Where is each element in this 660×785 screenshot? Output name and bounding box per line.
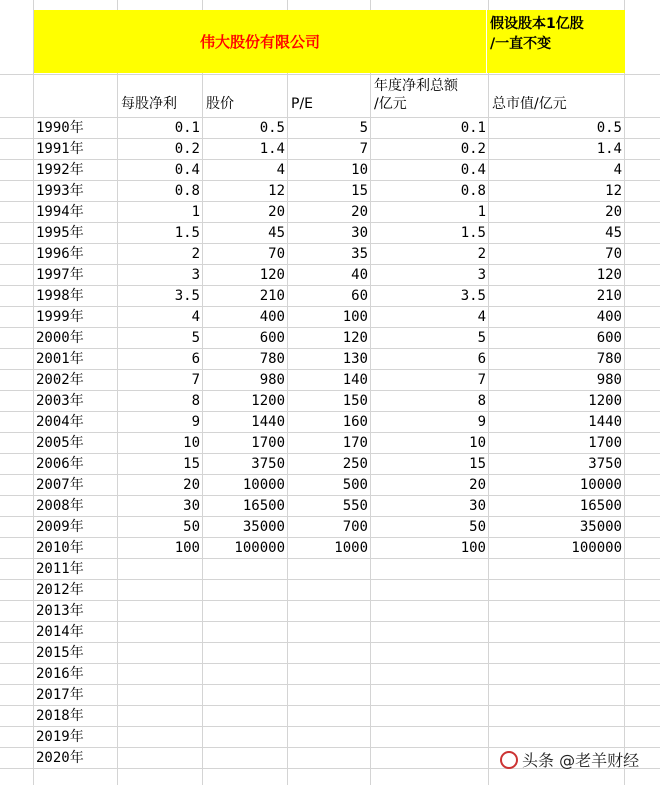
cell-profit[interactable]: 2 — [477, 246, 486, 262]
cell-profit[interactable]: 0.8 — [460, 183, 486, 199]
cell-eps[interactable]: 2 — [191, 246, 200, 262]
cell-pe[interactable]: 5 — [359, 120, 368, 136]
cell-mcap[interactable]: 1200 — [588, 393, 622, 409]
cell-year[interactable]: 1990年 — [36, 120, 84, 136]
cell-eps[interactable]: 30 — [183, 498, 200, 514]
cell-eps[interactable] — [118, 748, 200, 769]
cell-pe[interactable]: 10 — [351, 162, 368, 178]
table-row — [0, 496, 660, 517]
cell-mcap[interactable]: 120 — [596, 267, 622, 283]
cell-year[interactable]: 2005年 — [36, 435, 84, 451]
cell-profit[interactable] — [372, 706, 486, 727]
cell-price[interactable]: 1700 — [251, 435, 285, 451]
cell-mcap[interactable] — [489, 685, 622, 706]
cell-profit[interactable]: 5 — [477, 330, 486, 346]
table-row — [0, 202, 660, 223]
cell-price[interactable] — [203, 580, 285, 601]
cell-profit[interactable]: 10 — [469, 435, 486, 451]
cell-year[interactable]: 1991年 — [36, 141, 84, 157]
cell-profit[interactable]: 0.1 — [460, 120, 486, 136]
cell-price[interactable]: 1200 — [251, 393, 285, 409]
cell-year[interactable]: 1992年 — [36, 162, 84, 178]
cell-year[interactable]: 2010年 — [36, 540, 84, 556]
cell-eps[interactable]: 0.8 — [174, 183, 200, 199]
cell-pe[interactable]: 7 — [359, 141, 368, 157]
cell-price[interactable]: 1.4 — [259, 141, 285, 157]
cell-price[interactable] — [203, 601, 285, 622]
cell-year[interactable]: 1994年 — [36, 204, 84, 220]
cell-eps[interactable]: 20 — [183, 477, 200, 493]
cell-price[interactable]: 120 — [259, 267, 285, 283]
cell-eps[interactable]: 7 — [191, 372, 200, 388]
cell-year[interactable]: 1999年 — [36, 309, 84, 325]
cell-profit[interactable] — [372, 643, 486, 664]
cell-eps[interactable] — [118, 643, 200, 664]
cell-price[interactable] — [203, 559, 285, 580]
cell-price[interactable]: 980 — [259, 372, 285, 388]
table-row — [0, 454, 660, 475]
cell-profit[interactable]: 6 — [477, 351, 486, 367]
cell-eps[interactable]: 9 — [191, 414, 200, 430]
cell-mcap[interactable] — [489, 664, 622, 685]
cell-mcap[interactable]: 0.5 — [596, 120, 622, 136]
cell-pe[interactable]: 550 — [342, 498, 368, 514]
cell-price[interactable]: 100000 — [234, 540, 285, 556]
watermark-text: 头条 @老羊财经 — [522, 751, 640, 770]
cell-profit[interactable]: 9 — [477, 414, 486, 430]
cell-pe[interactable] — [288, 748, 368, 769]
cell-profit[interactable]: 8 — [477, 393, 486, 409]
cell-pe[interactable]: 500 — [342, 477, 368, 493]
cell-mcap[interactable]: 35000 — [579, 519, 622, 535]
cell-profit[interactable] — [372, 580, 486, 601]
cell-mcap[interactable]: 400 — [596, 309, 622, 325]
cell-mcap[interactable]: 980 — [596, 372, 622, 388]
cell-pe[interactable]: 250 — [342, 456, 368, 472]
cell-eps[interactable] — [118, 664, 200, 685]
cell-price[interactable]: 1440 — [251, 414, 285, 430]
share-capital-note[interactable]: 假设股本1亿股 /一直不变 — [490, 16, 584, 52]
cell-pe[interactable]: 160 — [342, 414, 368, 430]
cell-year[interactable]: 2009年 — [36, 519, 84, 535]
cell-eps[interactable]: 1.5 — [174, 225, 200, 241]
cell-mcap[interactable]: 16500 — [579, 498, 622, 514]
cell-profit[interactable]: 3.5 — [460, 288, 486, 304]
cell-profit[interactable] — [372, 559, 486, 580]
cell-eps[interactable] — [118, 559, 200, 580]
cell-mcap[interactable] — [489, 601, 622, 622]
cell-profit[interactable]: 15 — [469, 456, 486, 472]
cell-pe[interactable] — [288, 727, 368, 748]
cell-eps[interactable]: 0.1 — [174, 120, 200, 136]
cell-profit[interactable] — [372, 664, 486, 685]
cell-pe[interactable] — [288, 706, 368, 727]
table-row — [0, 286, 660, 307]
table-row — [0, 706, 660, 727]
cell-profit[interactable]: 4 — [477, 309, 486, 325]
cell-mcap[interactable]: 210 — [596, 288, 622, 304]
cell-year[interactable]: 2011年 — [36, 561, 84, 577]
cell-pe[interactable] — [288, 664, 368, 685]
cell-year[interactable]: 2016年 — [36, 666, 84, 682]
cell-mcap[interactable] — [489, 580, 622, 601]
cell-eps[interactable] — [118, 727, 200, 748]
cell-price[interactable]: 10000 — [242, 477, 285, 493]
table-row — [0, 538, 660, 559]
cell-year[interactable]: 2004年 — [36, 414, 84, 430]
cell-profit[interactable] — [372, 748, 486, 769]
toutiao-logo-icon — [500, 751, 518, 769]
cell-price[interactable] — [203, 643, 285, 664]
cell-pe[interactable]: 40 — [351, 267, 368, 283]
cell-price[interactable] — [203, 748, 285, 769]
cell-profit[interactable]: 1.5 — [460, 225, 486, 241]
cell-profit[interactable]: 1 — [477, 204, 486, 220]
table-row — [0, 559, 660, 580]
cell-mcap[interactable]: 12 — [605, 183, 622, 199]
cell-eps[interactable]: 10 — [183, 435, 200, 451]
cell-price[interactable]: 600 — [259, 330, 285, 346]
table-row — [0, 139, 660, 160]
cell-pe[interactable]: 15 — [351, 183, 368, 199]
cell-eps[interactable] — [118, 601, 200, 622]
cell-eps[interactable]: 0.2 — [174, 141, 200, 157]
cell-eps[interactable]: 100 — [174, 540, 200, 556]
table-row — [0, 580, 660, 601]
table-row — [0, 223, 660, 244]
cell-pe[interactable] — [288, 601, 368, 622]
cell-eps[interactable]: 5 — [191, 330, 200, 346]
cell-mcap[interactable]: 1700 — [588, 435, 622, 451]
cell-price[interactable] — [203, 664, 285, 685]
table-row — [0, 349, 660, 370]
cell-profit[interactable] — [372, 685, 486, 706]
table-row — [0, 412, 660, 433]
cell-pe[interactable]: 170 — [342, 435, 368, 451]
cell-price[interactable]: 70 — [268, 246, 285, 262]
cell-price[interactable] — [203, 622, 285, 643]
table-row — [0, 643, 660, 664]
cell-pe[interactable] — [288, 580, 368, 601]
cell-profit[interactable]: 7 — [477, 372, 486, 388]
cell-eps[interactable]: 6 — [191, 351, 200, 367]
cell-pe[interactable]: 1000 — [334, 540, 368, 556]
header-price[interactable]: 股价 — [206, 96, 234, 112]
cell-year[interactable]: 2015年 — [36, 645, 84, 661]
cell-year[interactable]: 2007年 — [36, 477, 84, 493]
cell-price[interactable]: 45 — [268, 225, 285, 241]
cell-price[interactable]: 780 — [259, 351, 285, 367]
cell-mcap[interactable]: 780 — [596, 351, 622, 367]
cell-profit[interactable]: 30 — [469, 498, 486, 514]
cell-eps[interactable] — [118, 685, 200, 706]
cell-year[interactable]: 2019年 — [36, 729, 84, 745]
cell-mcap[interactable] — [489, 727, 622, 748]
table-row — [0, 307, 660, 328]
table-row — [0, 685, 660, 706]
table-row — [0, 622, 660, 643]
cell-year[interactable]: 2006年 — [36, 456, 84, 472]
cell-profit[interactable]: 50 — [469, 519, 486, 535]
cell-year[interactable]: 2017年 — [36, 687, 84, 703]
cell-eps[interactable] — [118, 622, 200, 643]
cell-year[interactable]: 1997年 — [36, 267, 84, 283]
cell-year[interactable]: 1998年 — [36, 288, 84, 304]
cell-price[interactable]: 210 — [259, 288, 285, 304]
cell-pe[interactable] — [288, 685, 368, 706]
cell-pe[interactable]: 60 — [351, 288, 368, 304]
table-row — [0, 370, 660, 391]
cell-eps[interactable]: 4 — [191, 309, 200, 325]
cell-eps[interactable]: 15 — [183, 456, 200, 472]
cell-price[interactable]: 0.5 — [259, 120, 285, 136]
cell-mcap[interactable]: 70 — [605, 246, 622, 262]
cell-year[interactable]: 2018年 — [36, 708, 84, 724]
cell-price[interactable]: 400 — [259, 309, 285, 325]
cell-eps[interactable]: 3 — [191, 267, 200, 283]
cell-pe[interactable]: 140 — [342, 372, 368, 388]
table-row — [0, 265, 660, 286]
cell-mcap[interactable]: 10000 — [579, 477, 622, 493]
watermark — [500, 748, 639, 771]
cell-mcap[interactable]: 45 — [605, 225, 622, 241]
cell-mcap[interactable] — [489, 559, 622, 580]
cell-price[interactable]: 20 — [268, 204, 285, 220]
cell-mcap[interactable]: 1440 — [588, 414, 622, 430]
header-annual-profit[interactable]: 年度净利总额 /亿元 — [374, 78, 458, 112]
table-row — [0, 475, 660, 496]
cell-year[interactable]: 2003年 — [36, 393, 84, 409]
cell-eps[interactable]: 3.5 — [174, 288, 200, 304]
header-pe[interactable]: P/E — [291, 96, 314, 112]
cell-year[interactable]: 1993年 — [36, 183, 84, 199]
cell-pe[interactable] — [288, 559, 368, 580]
cell-year[interactable]: 2001年 — [36, 351, 84, 367]
cell-mcap[interactable]: 3750 — [588, 456, 622, 472]
cell-eps[interactable] — [118, 580, 200, 601]
table-row — [0, 433, 660, 454]
cell-eps[interactable]: 1 — [191, 204, 200, 220]
table-row — [0, 727, 660, 748]
cell-pe[interactable]: 120 — [342, 330, 368, 346]
cell-pe[interactable]: 30 — [351, 225, 368, 241]
cell-pe[interactable] — [288, 643, 368, 664]
cell-price[interactable]: 35000 — [242, 519, 285, 535]
cell-profit[interactable]: 0.4 — [460, 162, 486, 178]
cell-profit[interactable]: 3 — [477, 267, 486, 283]
cell-year[interactable]: 2008年 — [36, 498, 84, 514]
cell-price[interactable]: 3750 — [251, 456, 285, 472]
cell-price[interactable] — [203, 685, 285, 706]
cell-pe[interactable]: 130 — [342, 351, 368, 367]
cell-year[interactable]: 2002年 — [36, 372, 84, 388]
cell-mcap[interactable]: 100000 — [571, 540, 622, 556]
header-market-cap[interactable]: 总市值/亿元 — [492, 96, 567, 112]
cell-year[interactable]: 2014年 — [36, 624, 84, 640]
cell-price[interactable]: 4 — [276, 162, 285, 178]
cell-price[interactable]: 16500 — [242, 498, 285, 514]
cell-mcap[interactable]: 4 — [613, 162, 622, 178]
cell-year[interactable]: 1996年 — [36, 246, 84, 262]
table-row — [0, 244, 660, 265]
cell-mcap[interactable] — [489, 622, 622, 643]
table-row — [0, 601, 660, 622]
cell-year[interactable]: 2000年 — [36, 330, 84, 346]
cell-profit[interactable]: 0.2 — [460, 141, 486, 157]
cell-mcap[interactable]: 20 — [605, 204, 622, 220]
cell-pe[interactable]: 35 — [351, 246, 368, 262]
cell-eps[interactable] — [118, 706, 200, 727]
cell-price[interactable] — [203, 727, 285, 748]
header-eps[interactable]: 每股净利 — [121, 96, 177, 112]
cell-year[interactable]: 1995年 — [36, 225, 84, 241]
cell-year[interactable]: 2012年 — [36, 582, 84, 598]
cell-pe[interactable] — [288, 622, 368, 643]
cell-pe[interactable]: 700 — [342, 519, 368, 535]
table-row — [0, 160, 660, 181]
cell-profit[interactable] — [372, 622, 486, 643]
cell-price[interactable]: 12 — [268, 183, 285, 199]
table-row — [0, 664, 660, 685]
cell-profit[interactable] — [372, 727, 486, 748]
cell-eps[interactable]: 0.4 — [174, 162, 200, 178]
cell-pe[interactable]: 150 — [342, 393, 368, 409]
cell-mcap[interactable] — [489, 643, 622, 664]
cell-eps[interactable]: 8 — [191, 393, 200, 409]
cell-eps[interactable]: 50 — [183, 519, 200, 535]
cell-price[interactable] — [203, 706, 285, 727]
cell-mcap[interactable] — [489, 706, 622, 727]
cell-pe[interactable]: 100 — [342, 309, 368, 325]
cell-pe[interactable]: 20 — [351, 204, 368, 220]
cell-mcap[interactable]: 600 — [596, 330, 622, 346]
table-row — [0, 118, 660, 139]
cell-year[interactable]: 2020年 — [36, 750, 84, 766]
table-row — [0, 391, 660, 412]
cell-profit[interactable] — [372, 601, 486, 622]
table-row — [0, 181, 660, 202]
company-title[interactable]: 伟大股份有限公司 — [199, 33, 320, 51]
cell-profit[interactable]: 20 — [469, 477, 486, 493]
cell-year[interactable]: 2013年 — [36, 603, 84, 619]
cell-mcap[interactable]: 1.4 — [596, 141, 622, 157]
cell-profit[interactable]: 100 — [460, 540, 486, 556]
table-row — [0, 328, 660, 349]
table-row — [0, 517, 660, 538]
